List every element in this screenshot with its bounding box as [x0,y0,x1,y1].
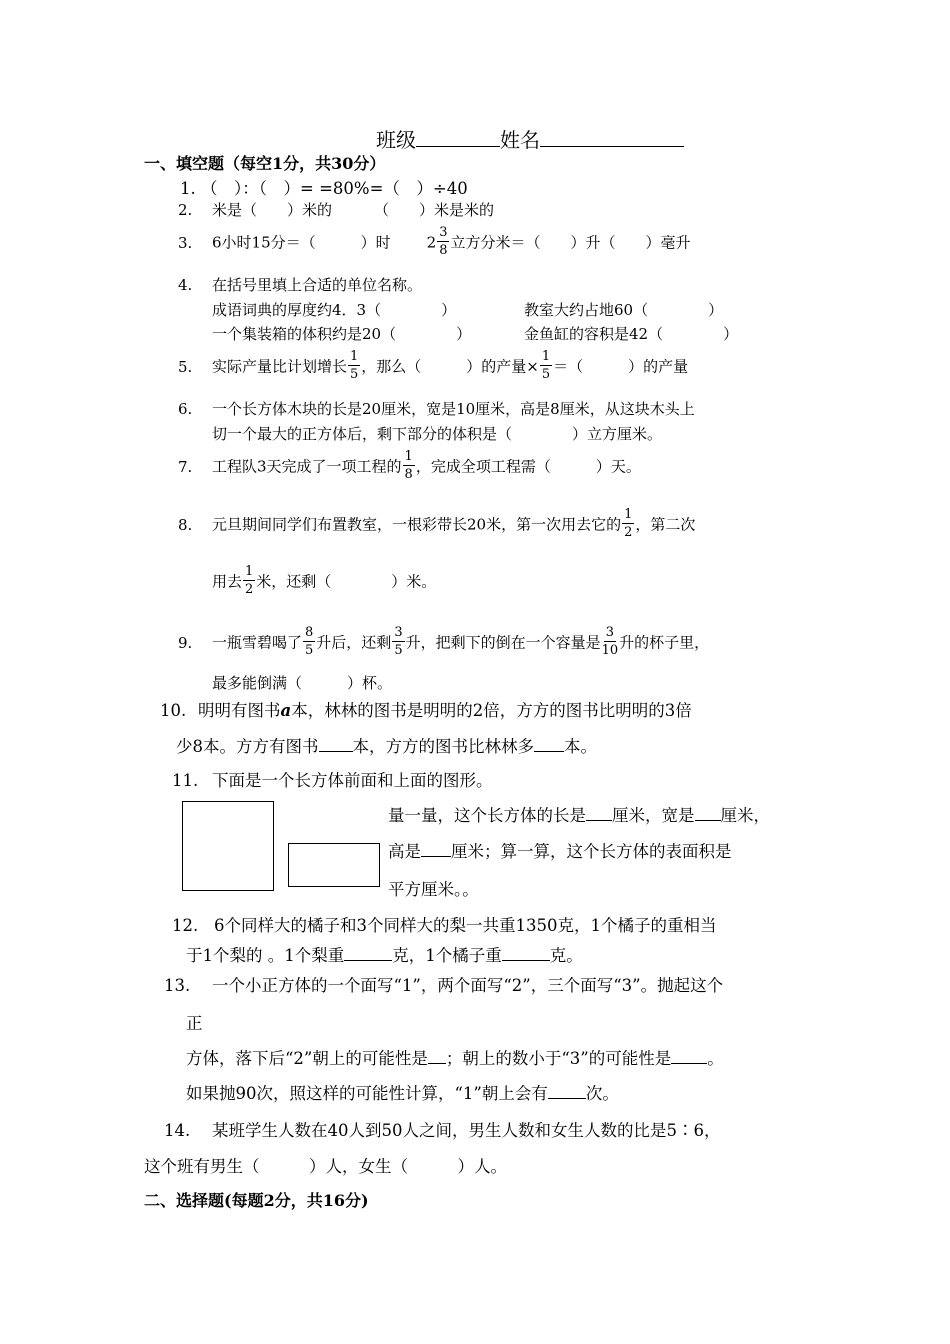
q11-text: 下面是一个长方体前面和上面的图形。 [212,771,493,790]
q11-blank-length [586,820,612,821]
q5-part-a: 实际产量比计划增长 [212,357,348,376]
q10-var: a [280,701,292,720]
q13-line2: 正 [186,1014,203,1033]
q4-line2-b: 金鱼缸的容积是42（ ） [524,325,739,343]
q14-line1: 某班学生人数在40人到50人之间，男生人数和女生人数的比是5∶6， [212,1121,721,1140]
section1-title: 一、填空题（每空1分，共30分） [144,154,386,173]
q9-part-b: 升后，还剩 [316,633,392,652]
q3-whole: 2 [426,233,437,252]
q14 [164,1117,721,1141]
q11-l2b: 厘米；算一算，这个长方体的表面积是 [451,842,732,861]
q9-part-a: 一瓶雪碧喝了 [212,633,303,652]
q1-num: 1. [180,179,196,198]
class-label: 班级 [376,128,416,152]
q7-fraction: $\frac{1}{8}$ [404,449,413,482]
q5-num: 5. [178,357,193,376]
q11-l1c: 厘米， [720,806,770,825]
q12-blank-1 [344,960,392,961]
q13-l4a: 如果抛90次，照这样的可能性计算，“1”朝上会有 [186,1084,548,1103]
q11-line3: 平方厘米。。 [388,880,479,899]
class-blank [416,146,500,147]
q11-num: 11. [172,771,199,790]
q8-part-b: ，第二次 [635,515,696,534]
header-line [376,124,684,153]
q11 [172,767,493,791]
q13-blank-1 [428,1063,446,1064]
q8-part-d: 米，还剩（ ）米。 [256,572,437,591]
q8-num: 8. [178,515,193,534]
q10-part-d: 本，方方的图书比林林多 [352,737,534,756]
top-face-rectangle [288,843,380,887]
q12-l2a: 于1个梨的 。1个梨重 [186,946,345,965]
q9 [178,625,710,659]
q9-fraction-3: $\frac{3}{10}$ [601,625,619,658]
q5-part-b: ，那么（ ）的产量× [361,357,539,376]
q6 [178,398,695,419]
q13-line4 [186,1080,619,1104]
q3-fraction: $\frac{3}{8}$ [439,225,448,258]
q11-l1b: 厘米，宽是 [612,806,695,825]
q4 [178,274,422,295]
q12-blank-2 [502,960,550,961]
q5 [178,349,689,383]
q9-num: 9. [178,633,193,652]
q13-l4b: 次。 [585,1084,619,1103]
q2 [178,199,494,220]
section2-title: 二、选择题(每题2分，共16分) [144,1191,369,1210]
q10 [160,697,692,721]
q9-fraction-1: $\frac{8}{5}$ [305,625,314,658]
front-face-rectangle [182,801,274,891]
q14-num: 14. [164,1121,191,1140]
q11-l1a: 量一量，这个长方体的长是 [388,806,586,825]
q11-line1 [388,802,770,826]
q3-part-b: 立方分米＝（ ）升（ ）毫升 [450,233,691,252]
q7-num: 7. [178,457,193,476]
q5-part-c: ＝（ ）的产量 [553,357,689,376]
q8 [178,507,696,541]
q7-part-a: 工程队3天完成了一项工程的 [212,457,402,476]
q11-line2 [388,838,732,862]
q7 [178,449,641,483]
q10-blank-2 [534,751,564,752]
q11-l2a: 高是 [388,842,421,861]
q13-line1: 一个小正方体的一个面写“1”，两个面写“2”，三个面写“3”。抛起这个 [212,976,724,995]
q4-text: 在括号里填上合适的单位名称。 [212,276,423,294]
q2-part-a: 米是（ ）米的 [212,201,333,219]
q12-l2c: 克。 [549,946,583,965]
q8-line2 [212,564,437,598]
q10-num: 10. [160,701,187,720]
q3-num: 3. [178,233,193,252]
q11-blank-height [421,856,451,857]
q13-l3b: ；朝上的数小于“3”的可能性是 [445,1049,672,1068]
q8-part-a: 元旦期间同学们布置教室，一根彩带长20米，第一次用去它的 [212,515,622,534]
q13-l3c: 。 [707,1049,724,1068]
q10-line2 [176,733,597,757]
q9-part-d: 升的杯子里， [619,633,710,652]
q10-part-c: 少8本。方方有图书 [176,737,319,756]
q4-num: 4. [178,276,193,294]
q14-line2: 这个班有男生（ ）人，女生（ ）人。 [144,1157,507,1176]
q5-fraction-2: $\frac{1}{5}$ [541,349,551,382]
q6-line1: 一个长方体木块的长是20厘米，宽是10厘米，高是8厘米，从这块木头上 [212,400,695,418]
q12-line2 [186,942,583,966]
q13-num: 13. [164,976,191,995]
q6-line2: 切一个最大的正方体后，剩下部分的体积是（ ）立方厘米。 [212,425,663,443]
q13 [164,972,723,996]
q12-num: 12. [172,916,199,935]
q4-line2-a: 一个集装箱的体积约是20（ ） [212,325,472,343]
q1-text: （ ）：（ ）= =80%=（ ）÷40 [201,179,468,198]
q13-l3a: 方体，落下后“2”朝上的可能性是 [186,1049,428,1068]
name-label: 姓名 [500,128,540,152]
q6-num: 6. [178,400,193,418]
q11-blank-width [695,820,721,821]
q5-fraction-1: $\frac{1}{5}$ [350,349,359,382]
q3 [178,225,691,259]
q10-part-e: 本。 [564,737,597,756]
q13-blank-3 [548,1098,586,1099]
q12-line1: 6个同样大的橘子和3个同样大的梨一共重1350克，1个橘子的重相当 [214,916,717,935]
q9-fraction-2: $\frac{3}{5}$ [394,625,403,658]
q7-part-b: ，完成全项工程需（ ）天。 [415,457,641,476]
q1 [180,175,468,199]
q3-part-a: 6小时15分＝（ ）时 [212,233,391,252]
name-blank [540,146,684,147]
q9-part-c: 升，把剩下的倒在一个容量是 [405,633,601,652]
q2-num: 2. [178,201,193,219]
q4-line1-b: 教室大约占地60（ ） [524,301,724,319]
q9-line2: 最多能倒满（ ）杯。 [212,674,393,692]
q12 [172,912,717,936]
q8-fraction-1: $\frac{1}{2}$ [624,507,633,540]
q10-part-b: 本，林林的图书是明明的2倍，方方的图书比明明的3倍 [291,701,692,720]
q13-blank-2 [671,1063,707,1064]
q13-line3 [186,1045,724,1069]
q4-line1-a: 成语词典的厚度约4．3（ ） [212,301,457,319]
q8-fraction-2: $\frac{1}{2}$ [245,564,254,597]
q12-l2b: 克，1个橘子重 [392,946,502,965]
q10-part-a: 明明有图书 [198,701,281,720]
q2-part-b: （ ）米是米的 [374,201,495,219]
q8-part-c: 用去 [212,572,243,591]
q10-blank-1 [319,751,353,752]
